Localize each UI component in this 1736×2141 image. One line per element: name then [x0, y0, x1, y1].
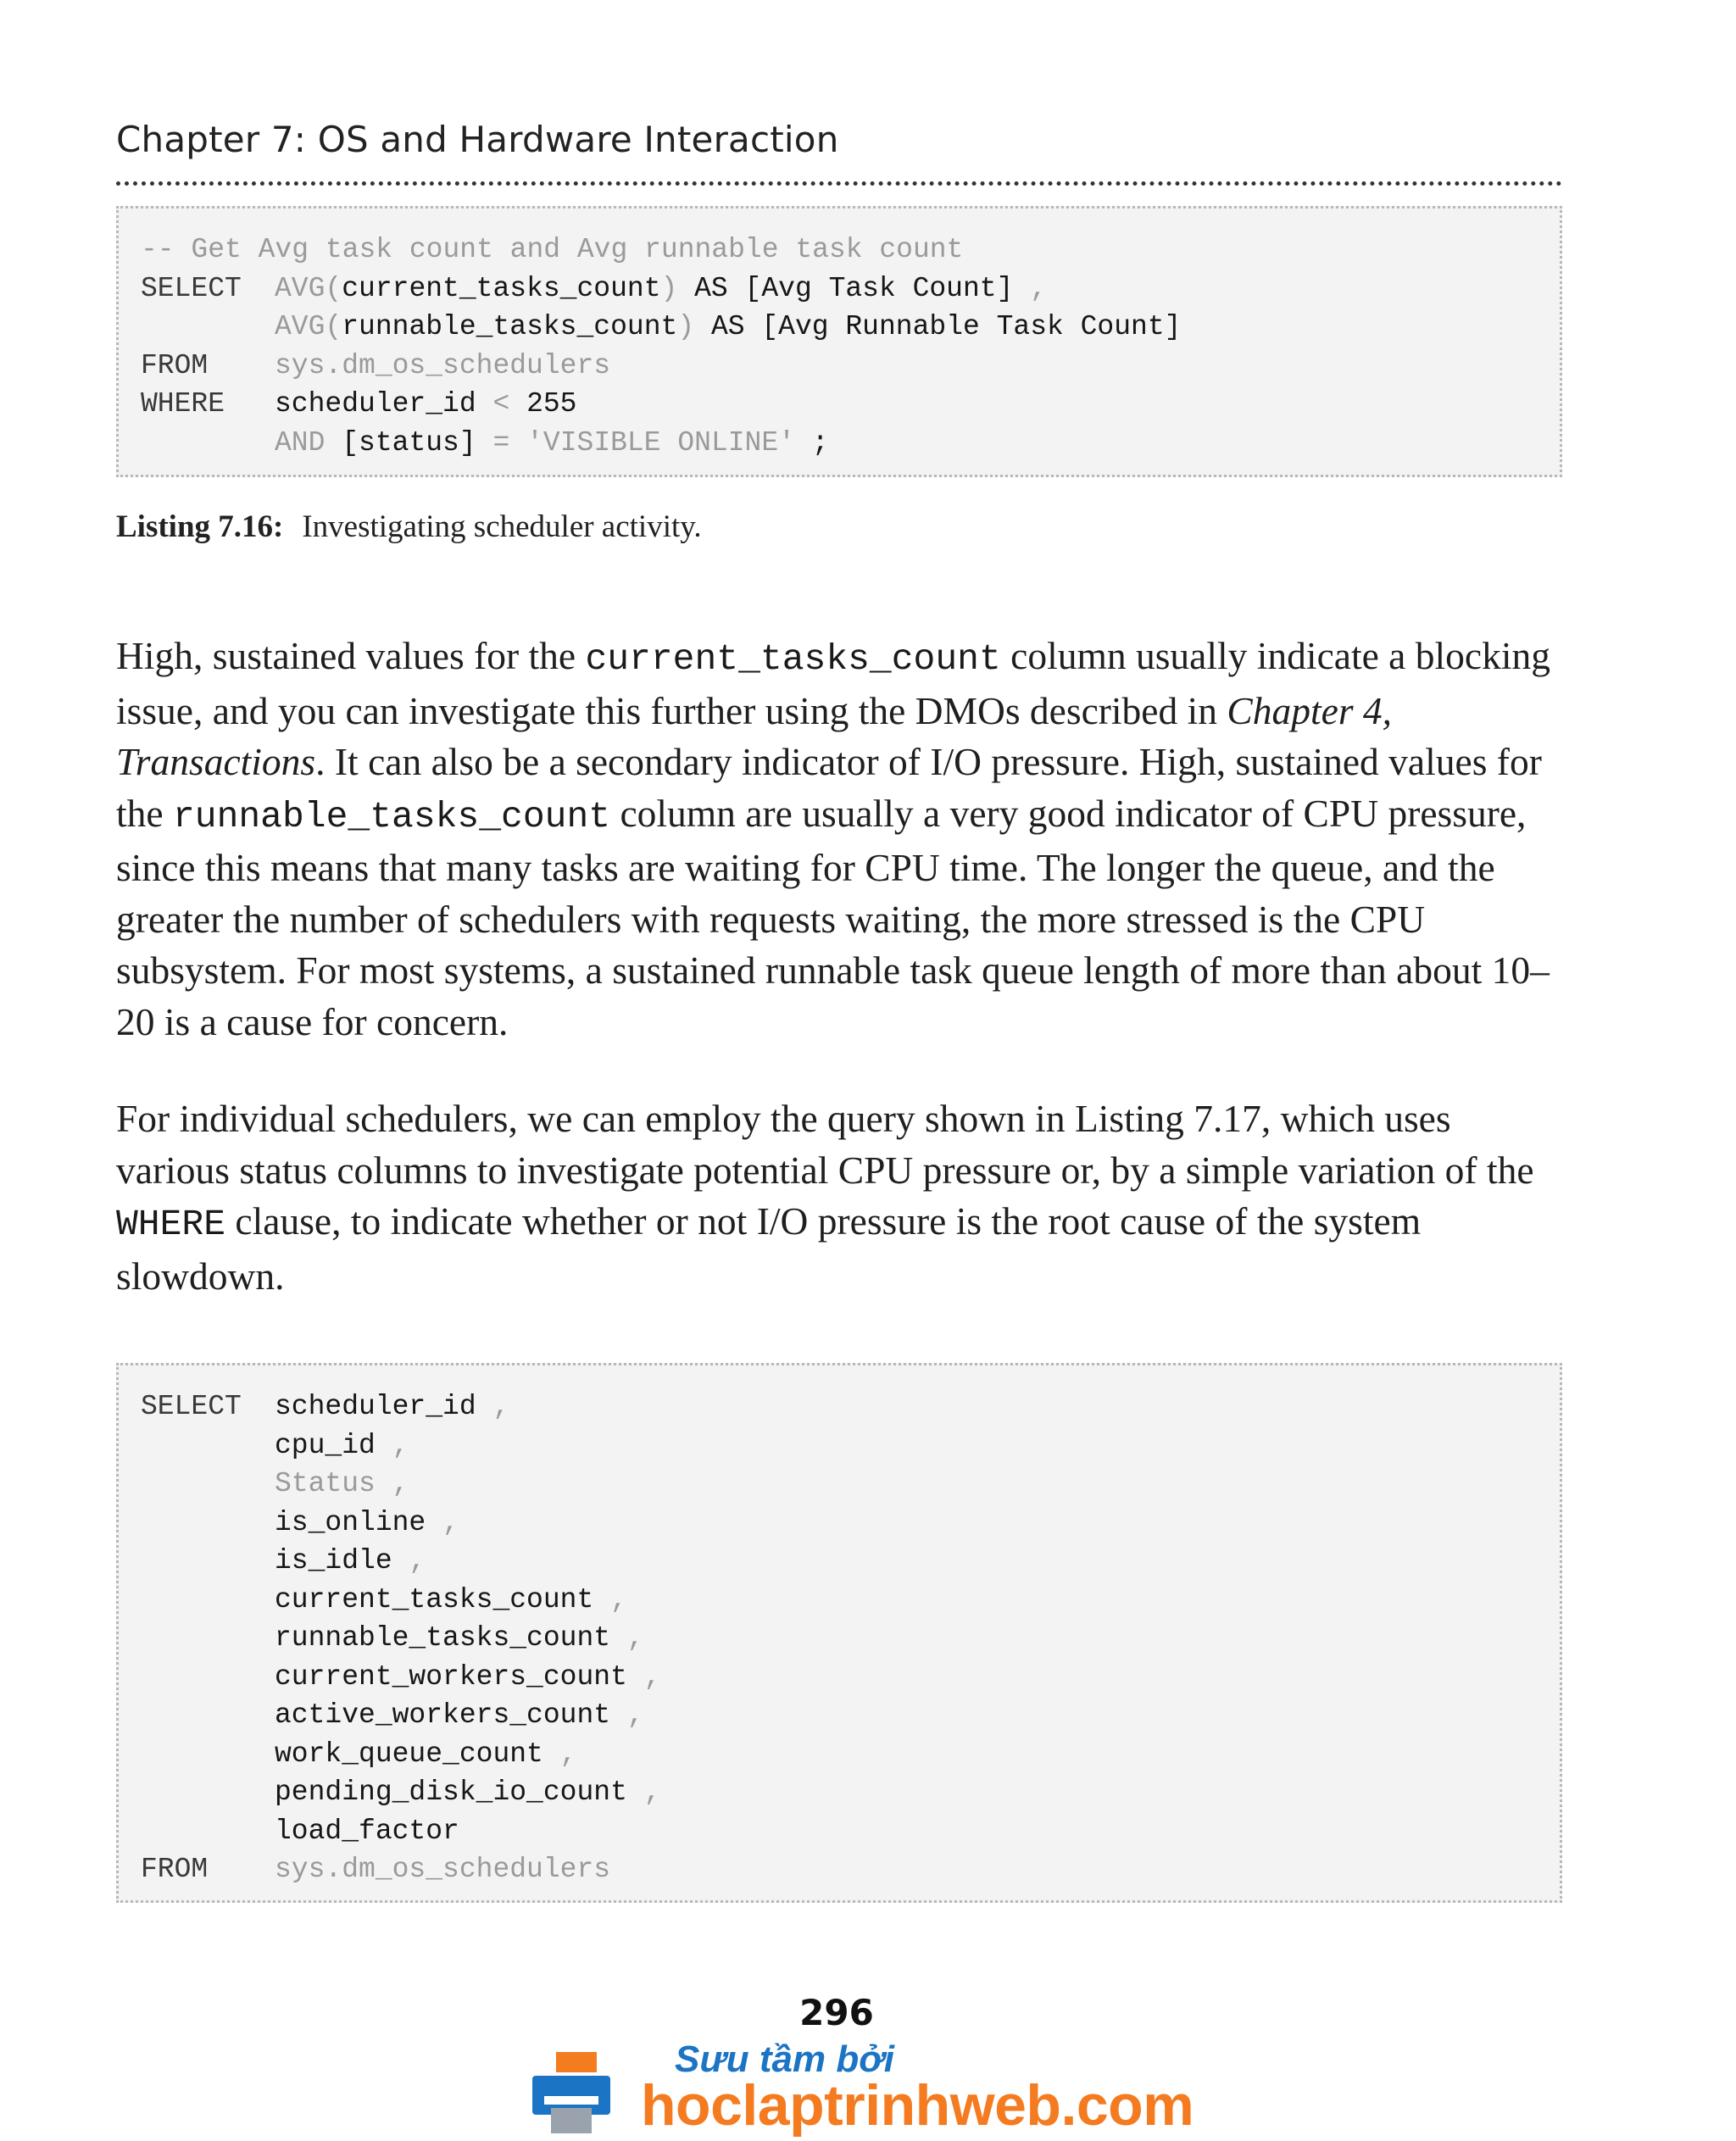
listing-label: Listing 7.16: — [116, 509, 284, 544]
paragraph-text: For individual schedulers, we can employ the query shown in Listing 7.17, which uses various status columns to investigate potential CPU pressure or, by a simple variation of the — [116, 1097, 1534, 1192]
listing-caption — [116, 509, 702, 545]
code-line: pending_disk_io_count , — [275, 1777, 661, 1808]
inline-code: runnable_tasks_count — [172, 795, 611, 837]
listing-caption-text: Investigating scheduler activity. — [302, 509, 702, 544]
sql-literal: 255 — [526, 388, 577, 420]
page-number: 296 — [799, 1992, 874, 2033]
sql-alias: [Avg Runnable Task Count] — [761, 311, 1182, 342]
sql-column: scheduler_id — [275, 1391, 476, 1422]
inline-code: WHERE — [116, 1204, 226, 1245]
sql-operator: = — [492, 426, 510, 459]
sql-alias: [Avg Task Count] — [744, 272, 1014, 304]
code-line — [141, 231, 1560, 270]
code-line — [141, 347, 1560, 386]
sql-keyword-from: FROM — [141, 1854, 209, 1885]
sql-column: cpu_id — [275, 1429, 376, 1461]
sql-column: work_queue_count — [275, 1738, 543, 1770]
code-line: is_idle , — [275, 1545, 426, 1577]
sql-keyword-and: AND — [275, 426, 326, 459]
sql-string-literal: 'VISIBLE ONLINE' — [526, 426, 795, 459]
code-block-listing-7-16 — [116, 206, 1562, 477]
sql-keyword-select: SELECT — [141, 1391, 242, 1422]
sql-column: is_idle — [275, 1545, 392, 1577]
code-comment: -- Get Avg task count and Avg runnable task count — [141, 234, 964, 265]
sql-terminator: ; — [811, 426, 829, 459]
chapter-header — [116, 110, 1562, 186]
watermark-tagline: Sưu tầm bởi — [675, 2038, 894, 2080]
paragraph-text: . It can also be a secondary indicator of I/O pressure. High, sustained values for the — [116, 740, 1542, 835]
sql-column: pending_disk_io_count — [275, 1777, 627, 1808]
paragraph-text: column are usually a very good indicator of CPU pressure, since this means that many tasks are waiting for CPU time. The longer the queue, and the greater the number of schedulers with requests waiting, the more stressed is the CPU subsystem. For most systems, a sustained runnable task queue length of more than about 10–20 is a cause for concern. — [116, 791, 1550, 1043]
paragraph-text: column usually indicate a blocking issue, and you can investigate this further using the DMOs described in — [116, 634, 1550, 732]
sql-column: runnable_tasks_count — [342, 311, 678, 342]
code-line — [141, 1812, 1560, 1851]
code-line: active_workers_count , — [275, 1699, 644, 1731]
code-line: SELECT scheduler_id , — [141, 1387, 1560, 1426]
sql-table: sys.dm_os_schedulers — [275, 349, 611, 381]
sql-column: current_workers_count — [275, 1660, 627, 1693]
watermark-site-name: hoclaptrinhweb.com — [641, 2073, 1194, 2138]
paragraph-text: clause, to indicate whether or not I/O pressure is the root cause of the system slowdown. — [116, 1199, 1422, 1298]
sql-column: runnable_tasks_count — [275, 1622, 611, 1654]
sql-column: [status] — [342, 426, 476, 459]
sql-column: current_tasks_count — [275, 1583, 594, 1615]
code-line — [141, 1850, 1560, 1889]
code-line: Status , — [275, 1468, 409, 1499]
paragraph-text: High, sustained values for the — [116, 634, 586, 677]
sql-function-avg: AVG — [275, 272, 326, 304]
inline-code: current_tasks_count — [585, 638, 1001, 680]
code-line — [141, 424, 1560, 463]
code-line: AVG(runnable_tasks_count) AS [Avg Runnable Task Count] — [275, 311, 1182, 342]
code-block-listing-7-17 — [116, 1363, 1562, 1903]
body-paragraph — [116, 1093, 1557, 1302]
code-line: SELECT AVG(current_tasks_count) AS [Avg Task Count] , — [141, 270, 1560, 309]
printer-icon — [532, 2052, 630, 2137]
code-line: work_queue_count , — [275, 1738, 577, 1770]
sql-keyword-where: WHERE — [141, 388, 225, 420]
sql-keyword-select: SELECT — [141, 272, 242, 304]
sql-column: scheduler_id — [275, 388, 476, 420]
sql-column: current_tasks_count — [342, 272, 661, 304]
sql-table: sys.dm_os_schedulers — [275, 1854, 611, 1885]
sql-column: active_workers_count — [275, 1699, 611, 1731]
body-paragraph — [116, 631, 1557, 1048]
code-line — [141, 385, 1560, 424]
code-line: current_workers_count , — [275, 1660, 661, 1693]
code-line: current_tasks_count , — [275, 1583, 627, 1615]
sql-column: load_factor — [275, 1815, 459, 1847]
sql-column: Status — [275, 1468, 376, 1499]
chapter-reference: Chapter 4, Transactions — [116, 688, 1393, 783]
code-line: cpu_id , — [275, 1429, 409, 1461]
chapter-title: Chapter 7: OS and Hardware Interaction — [116, 119, 839, 160]
sql-keyword-as: AS — [694, 272, 728, 304]
sql-operator: < — [492, 388, 510, 420]
watermark — [526, 2038, 1221, 2141]
sql-keyword-as: AS — [710, 311, 745, 342]
sql-function-avg: AVG — [275, 311, 326, 342]
code-line: runnable_tasks_count , — [275, 1622, 644, 1654]
sql-column: is_online — [275, 1506, 426, 1538]
code-line: is_online , — [275, 1506, 459, 1538]
sql-keyword-from: FROM — [141, 349, 209, 381]
